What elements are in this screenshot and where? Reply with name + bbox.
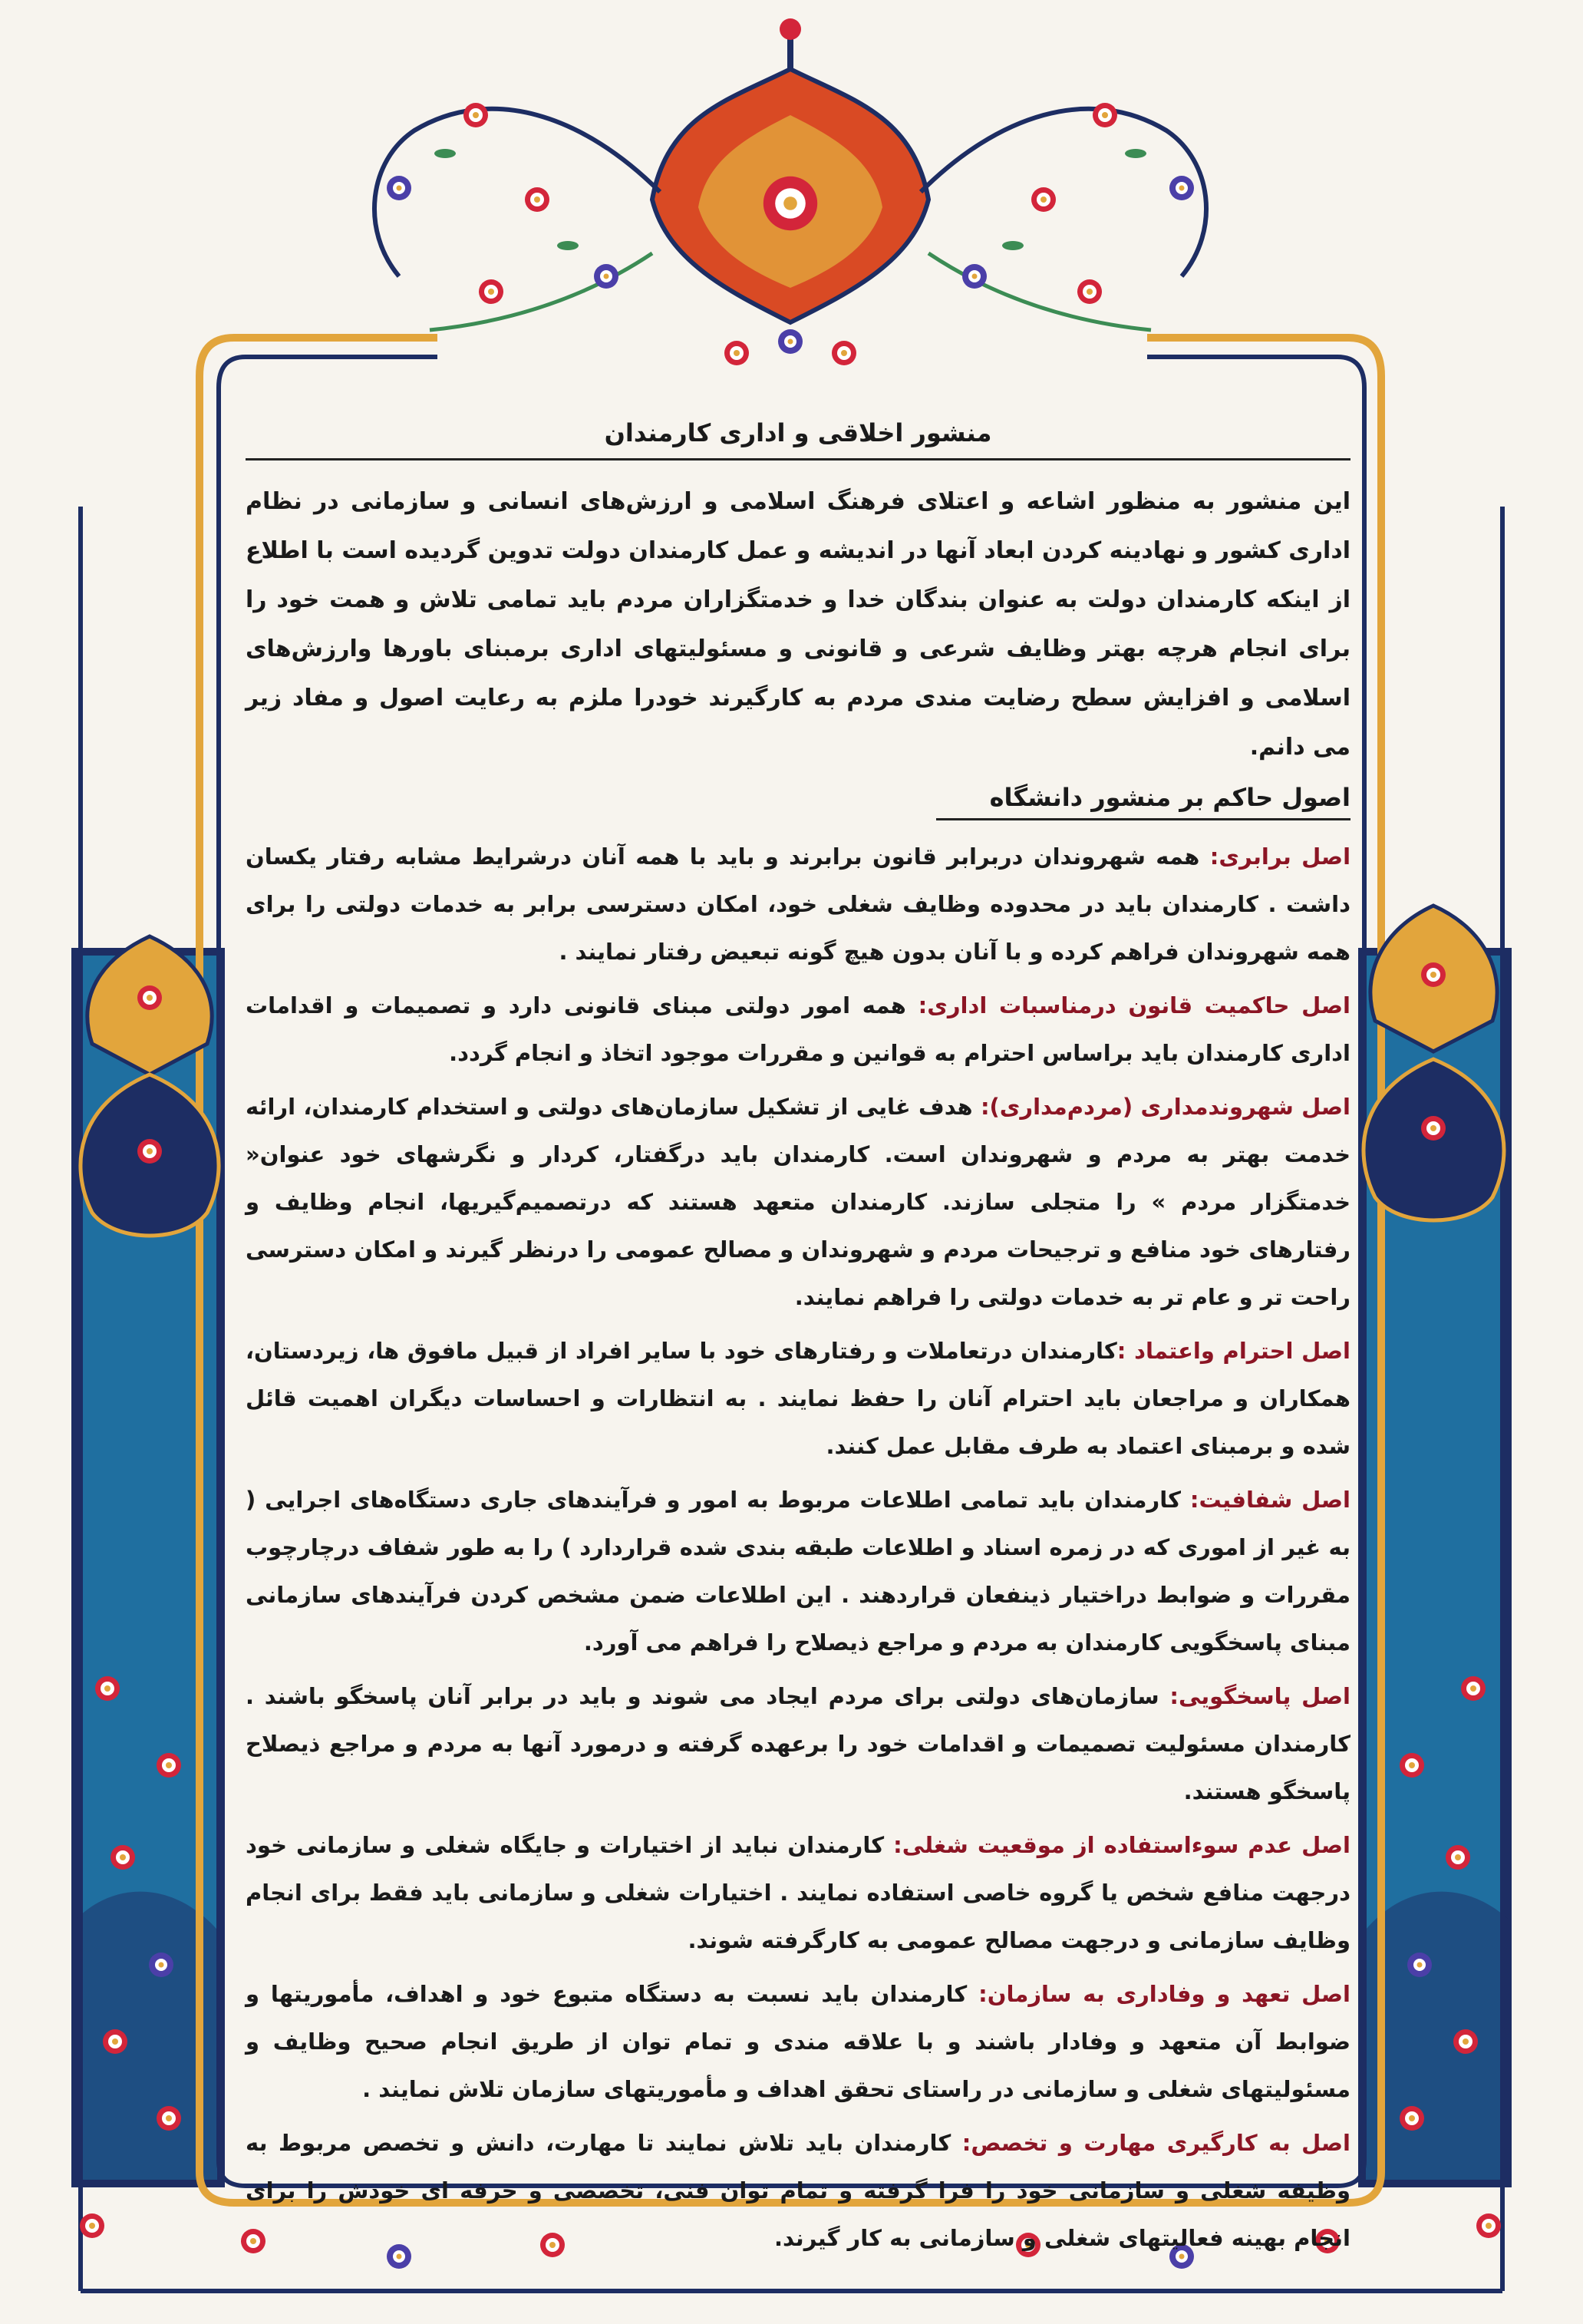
principle-item xyxy=(246,1083,1350,1321)
principle-text: همه شهروندان دربرابر قانون برابرند و باید با همه آنان درشرایط مشابه رفتار یکسان داشت . کارمندان باید در محدوده وظایف شغلی خود، امکان دسترسی برابر به خدمات دولتی را برای همه شهروندان فراهم کرده و با آنان بدون هیچ گونه تبعیض رفتار نمایند . xyxy=(246,843,1350,965)
principle-item xyxy=(246,833,1350,975)
principle-title: اصل عدم سوءاستفاده از موقعیت شغلی: xyxy=(893,1832,1350,1858)
document-body xyxy=(246,418,1351,2251)
section-heading: اصول حاکم بر منشور دانشگاه xyxy=(989,783,1350,812)
principle-title: اصل به کارگیری مهارت و تخصص: xyxy=(961,2130,1351,2156)
principle-text: همه امور دولتی مبنای قانونی دارد و تصمیمات و اقدامات اداری کارمندان باید براساس احترام به قوانین و مقررات موجود اتخاذ و انجام گردد. xyxy=(246,992,1350,1066)
principle-item xyxy=(246,1476,1350,1666)
principle-title: اصل شفافیت: xyxy=(1189,1487,1350,1513)
principle-text: سازمان‌های دولتی برای مردم ایجاد می شوند و باید در برابر آنان پاسخگو باشند . کارمندان مسئولیت تصمیمات و اقدامات خود را برعهده گرفته و درمورد آنها به مردم و مراجع ذیصلاح پاسخگو هستند. xyxy=(246,1683,1350,1804)
section-heading-divider xyxy=(936,818,1350,820)
principle-item xyxy=(246,1970,1350,2113)
principle-text: کارمندان نباید از اختیارات و جایگاه شغلی و سازمانی خود درجهت منافع شخص یا گروه خاصی استفاده نمایند . اختیارات شغلی و سازمانی باید فقط برای انجام وظایف سازمانی و درجهت مصالح عمومی به کارگرفته شوند. xyxy=(246,1832,1350,1953)
principle-title: اصل تعهد و وفاداری به سازمان: xyxy=(978,1981,1350,2007)
principle-title: اصل حاکمیت قانون درمناسبات اداری: xyxy=(918,992,1350,1018)
principle-text: کارمندان باید نسبت به دستگاه متبوع خود و اهداف، مأموریتها و ضوابط آن متعهد و وفادار باشند و با علاقه مندی و تمام توان از طریق انجام صحیح وظایف و مسئولیتهای شغلی و سازمانی در راستای تحقق اهداف و مأموریتهای سازمان تلاش نمایند . xyxy=(246,1981,1350,2102)
principle-text: هدف غایی از تشکیل سازمان‌های دولتی و استخدام کارمندان، ارائه خدمت بهتر به مردم و شهروندان است. کارمندان باید درگفتار، کردار و نگرشهای خود عنوان« خدمتگزار مردم » را متجلی سازند. کارمندان متعهد هستند که درتصمیم‌گیریها، انجام وظایف و رفتارهای خود منافع و ترجیحات مردم و شهروندان و مصالح عمومی را درنظر گیرند و امکان دسترسی راحت تر و عام تر به خدمات دولتی را فراهم نمایند. xyxy=(246,1094,1350,1310)
principle-title: اصل پاسخگویی: xyxy=(1169,1683,1350,1709)
principle-text: کارمندان باید تمامی اطلاعات مربوط به امور و فرآیندهای جاری دستگاه‌های اجرایی ( به غیر از اموری که در زمره اسناد و اطلاعات طبقه بندی شده قراردارد ) را به طور شفاف درچارچوب مقررات و ضوابط دراختیار ذینفعان قراردهند . این اطلاعات ضمن مشخص کردن فرآیندهای سازمانی مبنای پاسخگویی کارمندان به مردم و مراجع ذیصلاح را فراهم می آورد. xyxy=(246,1487,1350,1656)
title-divider xyxy=(246,458,1350,461)
principle-title: اصل شهروندمداری (مردم‌مداری): xyxy=(980,1094,1350,1120)
principle-title: اصل برابری: xyxy=(1209,843,1351,870)
principle-item xyxy=(246,1821,1350,1964)
principle-item xyxy=(246,2119,1350,2262)
document-title: منشور اخلاقی و اداری کارمندان xyxy=(604,418,992,447)
intro-paragraph: این منشور به منظور اشاعه و اعتلای فرهنگ اسلامی و ارزش‌های انسانی و سازمانی در نظام اداری کشور و نهادینه کردن ابعاد آنها در اندیشه و عمل کارمندان دولت تدوین گردیده است با اطلاع از اینکه کارمندان دولت به عنوان بندگان خدا و خدمتگزاران مردم باید تمامی تلاش و همت خود را برای انجام هرچه بهتر وظایف شرعی و قانونی و مسئولیتهای اداری برمبنای باورها وارزش‌های اسلامی و افزایش سطح رضایت مندی مردم به کارگیرند خودرا ملزم به رعایت اصول و مفاد زیر می دانم. xyxy=(246,488,1350,761)
principle-item xyxy=(246,1327,1350,1470)
principle-title: اصل احترام واعتماد : xyxy=(1116,1338,1350,1364)
principle-text: کارمندان درتعاملات و رفتارهای خود با سایر افراد از قبیل مافوق ها، زیردستان، همکاران و مراجعان باید احترام آنان را حفظ نمایند . به انتظارات و احساسات دیگران اهمیت قائل شده و برمبنای اعتماد به طرف مقابل عمل کنند. xyxy=(246,1338,1350,1459)
principle-item xyxy=(246,982,1350,1077)
principle-text: کارمندان باید تلاش نمایند تا مهارت، دانش و تخصص مربوط به وظیفه شغلی و سازمانی خود را فرا گرفته و تمام توان فنی، تخصصی و حرفه ای خودش را برای انجام بهینه فعالیتهای شغلی و سازمانی به کار گیرند. xyxy=(246,2130,1350,2251)
principle-item xyxy=(246,1672,1350,1815)
